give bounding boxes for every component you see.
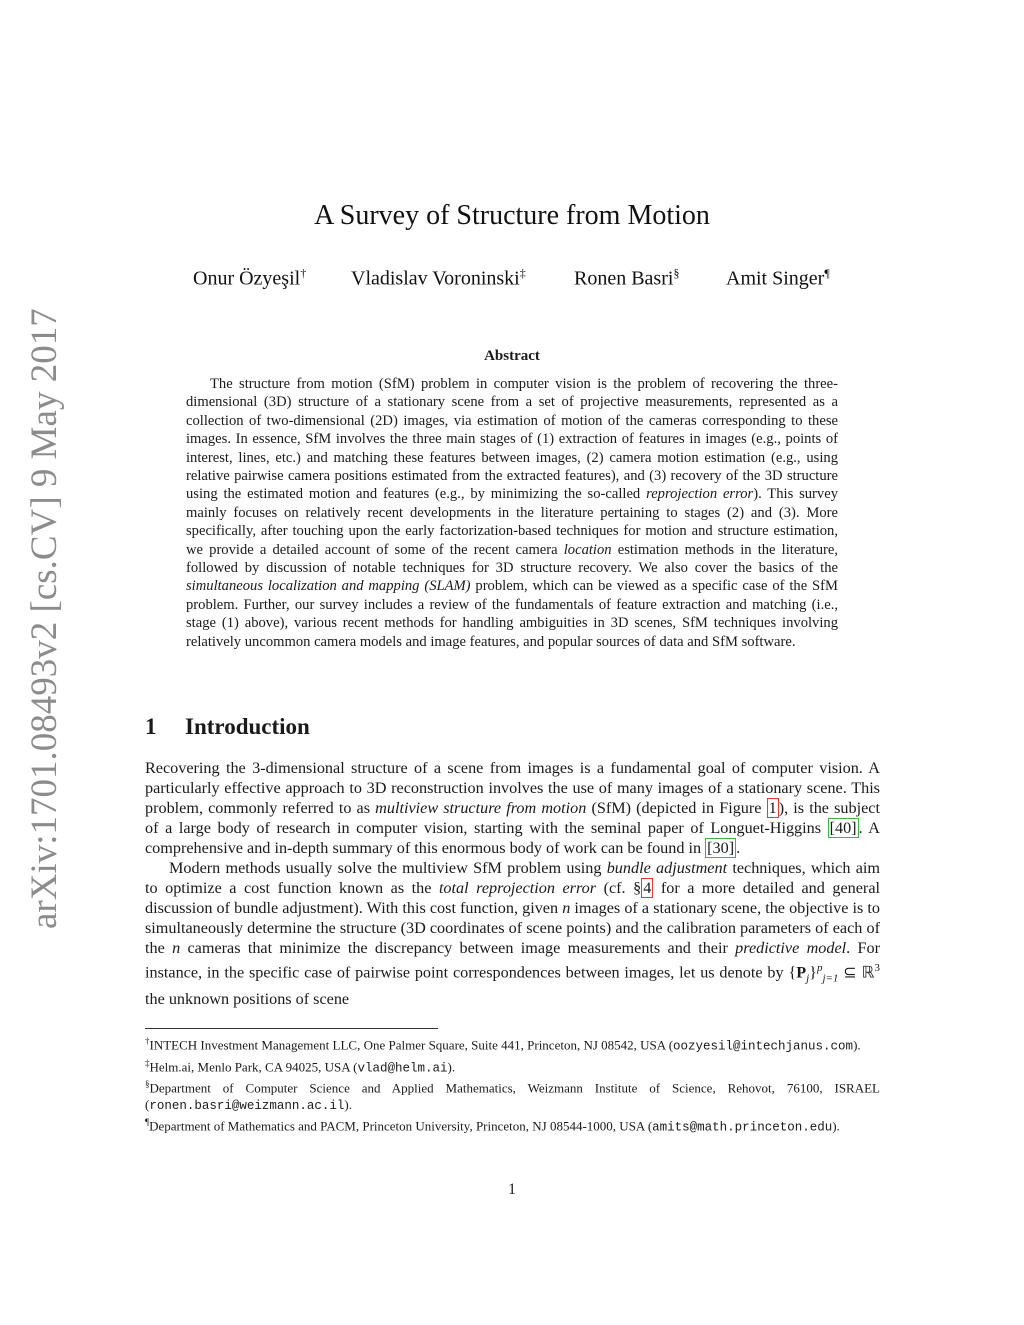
page-number: 1 [508,1181,516,1198]
footnotes [145,1033,880,1135]
intro-paragraph-1: Recovering the 3-dimensional structure of a scene from images is a fundamental goal of computer vision. A particularly effective approach to 3D reconstruction involves the use of many images of a stationary scene. This problem, commonly referred to as multiview structure from motion (SfM) (depicted in Figure 1 ), is the subject of a large body of research in computer vision, starting with the seminal paper of Longuet-Higgins [40] . A comprehensive and in-depth summary of this enormous body of work can be found in [30] . [145,759,881,858]
author-voroninski: Vladislav Voroninski‡ [351,266,526,290]
footnote-basri: §Department of Computer Science and Applied Mathematics, Weizmann Institute of Science, Rehovot, 76100, ISRAEL (ronen.basri@weizmann.ac.il). [145,1079,880,1113]
email-link[interactable]: amits@math.princeton.edu [652,1120,833,1135]
author-singer: Amit Singer¶ [726,266,830,290]
footnote-voroninski: ‡Helm.ai, Menlo Park, CA 94025, USA (vlad@helm.ai). [145,1057,456,1075]
introduction-body [145,758,880,1009]
citation-link-40[interactable]: [40] [829,819,857,838]
intro-paragraph-2: Modern methods usually solve the multiview SfM problem using bundle adjustment techniques, which aim to optimize a cost function known as the total reprojection error (cf. § 4 for a more detailed and general discussion of bundle adjustment). With this cost function, given n images of a stationary scene, the objective is to simultaneously determine the structure (3D coordinates of scene points) and the calibration parameters of each of the n cameras that minimize the discrepancy between image measurements and their predictive model. For instance, in the specific case of pairwise point correspondences between images, let us denote by $\{P_j\}^p_{j=1}$ ⊆ ℝ$^3$ the unknown positions of scene [145,859,881,1009]
paper-title: A Survey of Structure from Motion [314,200,710,231]
footnote-divider [145,1028,438,1029]
section-reference-link[interactable]: 4 [643,879,652,898]
author-ozyesil: Onur Özyeşil† [193,266,307,290]
author-basri: Ronen Basri§ [574,266,680,290]
abstract-body: The structure from motion (SfM) problem in computer vision is the problem of recovering the three-dimensional (3D) structure of a stationary scene from a set of projective measurements, represented as a collection of two-dimensional (2D) images, via estimation of motion of the cameras corresponding to these images. In essence, SfM involves the three main stages of (1) extraction of features in images (e.g., points of interest, lines, etc.) and matching these features between images, (2) camera motion estimation (e.g., using relative pairwise camera positions estimated from the extracted features), and (3) recovery of the 3D structure using the estimated motion and features (e.g., by minimizing the so-called reprojection error). This survey mainly focuses on relatively recent developments in the literature pertaining to stages (2) and (3). More specifically, after touching upon the early factorization-based techniques for motion and structure estimation, we provide a detailed account of some of the recent camera location estimation methods in the literature, followed by discussion of notable techniques for 3D structure recovery. We also cover the basics of the simultaneous localization and mapping (SLAM) problem, which can be viewed as a specific case of the SfM problem. Further, our survey includes a review of the fundamentals of feature extraction and matching (i.e., stage (1) above), various recent methods for handling ambiguities in 3D scenes, SfM techniques involving relatively uncommon camera models and image features, and popular sources of data and SfM software. [186,376,838,650]
figure-reference-link[interactable]: 1 [768,799,777,818]
section-heading-introduction: 1 Introduction [145,714,310,739]
email-link[interactable]: vlad@helm.ai [357,1060,448,1075]
abstract-heading: Abstract [484,348,540,364]
email-link[interactable]: ronen.basri@weizmann.ac.il [149,1098,345,1113]
email-link[interactable]: oozyesil@intechjanus.com [673,1039,854,1054]
arxiv-identifier-stamp: arXiv:1701.08493v2 [cs.CV] 9 May 2017 [24,308,65,929]
footnote-singer: ¶Department of Mathematics and PACM, Princeton University, Princeton, NJ 08544-1000, USA (amits@math.princeton.edu). [145,1116,840,1135]
citation-link-30[interactable]: [30] [707,839,735,858]
footnote-ozyesil: †INTECH Investment Management LLC, One Palmer Square, Suite 441, Princeton, NJ 08542, USA (oozyesil@intechjanus.com). [145,1036,861,1054]
author-list [0,266,1024,296]
